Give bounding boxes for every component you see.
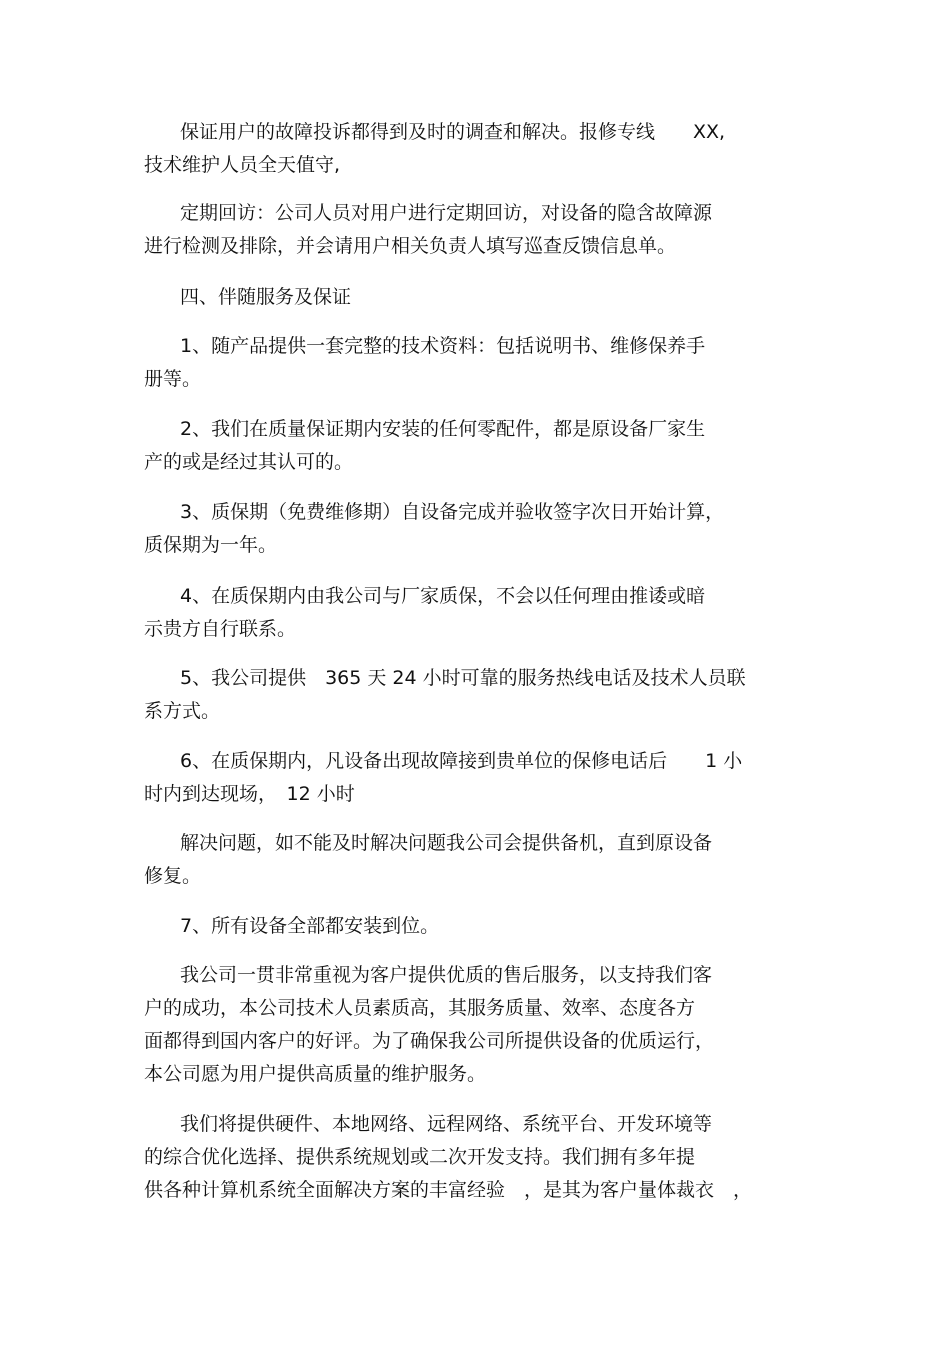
list-item-6 xyxy=(144,745,804,811)
text-line: 解决问题，如不能及时解决问题我公司会提供备机，直到原设备 xyxy=(180,832,713,854)
text-line: 4、在质保期内由我公司与厂家质保，不会以任何理由推诿或暗 xyxy=(180,585,706,607)
list-item-5 xyxy=(144,662,804,728)
text-line: 进行检测及排除，并会请用户相关负责人填写巡查反馈信息单。 xyxy=(144,235,677,257)
section-heading xyxy=(144,281,804,314)
text-line: 5、我公司提供 365 天 24 小时可靠的服务热线电话及技术人员联 xyxy=(180,667,746,689)
text-line: 供各种计算机系统全面解决方案的丰富经验 ，是其为客户量体裁衣 ， xyxy=(144,1179,753,1201)
paragraph-problem-resolution xyxy=(144,827,804,893)
text-line: 示贵方自行联系。 xyxy=(144,618,297,640)
text-line: 保证用户的故障投诉都得到及时的调查和解决。报修专线 XX, xyxy=(180,121,726,143)
list-item-7 xyxy=(144,910,804,943)
text-line: 定期回访：公司人员对用户进行定期回访，对设备的隐含故障源 xyxy=(180,202,713,224)
list-item-3 xyxy=(144,496,804,562)
text-line: 产的或是经过其认可的。 xyxy=(144,451,354,473)
list-item-4 xyxy=(144,580,804,646)
text-line: 本公司愿为用户提供高质量的维护服务。 xyxy=(144,1063,487,1085)
text-line: 的综合优化选择、提供系统规划或二次开发支持。我们拥有多年提 xyxy=(144,1146,696,1168)
text-line: 修复。 xyxy=(144,865,202,887)
paragraph-solutions-experience xyxy=(144,1108,804,1207)
text-line: 1、随产品提供一套完整的技术资料：包括说明书、维修保养手 xyxy=(180,335,706,357)
paragraph-regular-visits xyxy=(144,197,804,263)
text-line: 质保期为一年。 xyxy=(144,534,278,556)
text-line: 面都得到国内客户的好评。为了确保我公司所提供设备的优质运行， xyxy=(144,1030,715,1052)
text-line: 技术维护人员全天值守, xyxy=(144,154,341,176)
list-item-1 xyxy=(144,330,804,396)
list-item-2 xyxy=(144,413,804,479)
text-line: 四、伴随服务及保证 xyxy=(180,286,352,308)
text-line: 2、我们在质量保证期内安装的任何零配件，都是原设备厂家生 xyxy=(180,418,706,440)
paragraph-after-sales-commitment xyxy=(144,959,804,1091)
paragraph-complaint-handling xyxy=(144,116,804,182)
text-line: 户的成功，本公司技术人员素质高，其服务质量、效率、态度各方 xyxy=(144,997,696,1019)
text-line: 系方式。 xyxy=(144,700,221,722)
text-line: 册等。 xyxy=(144,368,202,390)
text-line: 7、所有设备全部都安装到位。 xyxy=(180,915,440,937)
text-line: 我公司一贯非常重视为客户提供优质的售后服务，以支持我们客 xyxy=(180,964,713,986)
text-line: 6、在质保期内，凡设备出现故障接到贵单位的保修电话后 1 小 xyxy=(180,750,743,772)
text-line: 时内到达现场， 12 小时 xyxy=(144,783,355,805)
text-line: 我们将提供硬件、本地网络、远程网络、系统平台、开发环境等 xyxy=(180,1113,713,1135)
text-line: 3、质保期（免费维修期）自设备完成并验收签字次日开始计算， xyxy=(180,501,725,523)
